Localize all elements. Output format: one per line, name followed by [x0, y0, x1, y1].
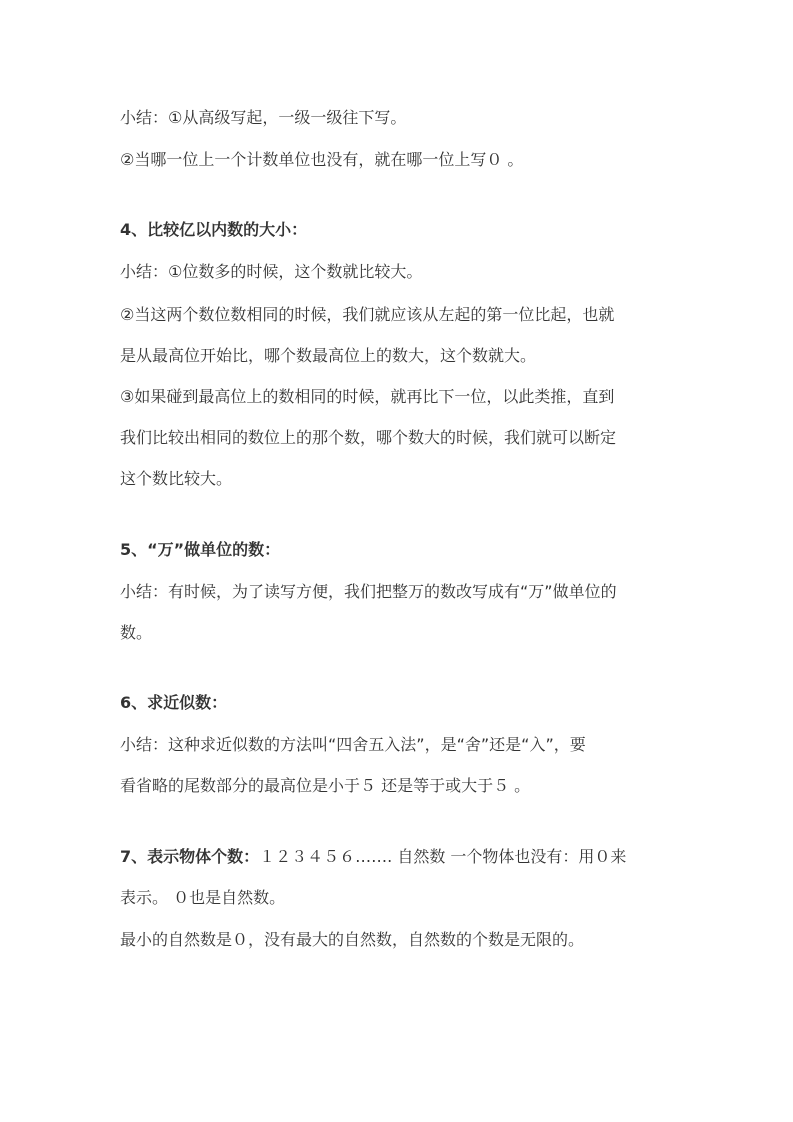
body-line: 这个数比较大。: [120, 469, 233, 488]
body-line: 看省略的尾数部分的最高位是小于５ 还是等于或大于５ 。: [120, 776, 531, 795]
body-line: 我们比较出相同的数位上的那个数，哪个数大的时候，我们就可以断定: [120, 428, 617, 447]
body-line: ②当这两个数位数相同的时候，我们就应该从左起的第一位比起，也就: [120, 305, 615, 324]
section-heading-7-prefix: 7、: [120, 847, 148, 866]
body-line: 表示。 ０也是自然数。: [120, 888, 286, 907]
section-heading-7-title: 表示物体个数：: [147, 847, 260, 866]
summary-line: 小结：这种求近似数的方法叫“四舍五入法”，是“舍”还是“入”，要: [120, 735, 586, 754]
section-heading-5: 5、“万”做单位的数：: [120, 540, 281, 559]
section-7-text: １２３４５６……. 自然数 一个物体也没有：用０来: [259, 847, 627, 866]
summary-line: 小结：①位数多的时候，这个数就比较大。: [120, 262, 423, 281]
body-line: 数。: [120, 623, 153, 642]
summary-line: 小结：有时候，为了读写方便，我们把整万的数改写成有“万”做单位的: [120, 582, 617, 601]
section-heading-6: 6、求近似数：: [120, 693, 228, 712]
body-line: ③如果碰到最高位上的数相同的时候，就再比下一位，以此类推，直到: [120, 387, 615, 406]
section-heading-4: 4、比较亿以内数的大小：: [120, 220, 308, 239]
summary-line: ②当哪一位上一个计数单位也没有，就在哪一位上写０ 。: [120, 150, 524, 169]
summary-line: 小结：①从高级写起，一级一级往下写。: [120, 108, 407, 127]
section-7-line: [120, 846, 626, 868]
body-line: 是从最高位开始比，哪个数最高位上的数大，这个数就大。: [120, 346, 537, 365]
body-line: 最小的自然数是０，没有最大的自然数，自然数的个数是无限的。: [120, 930, 585, 949]
